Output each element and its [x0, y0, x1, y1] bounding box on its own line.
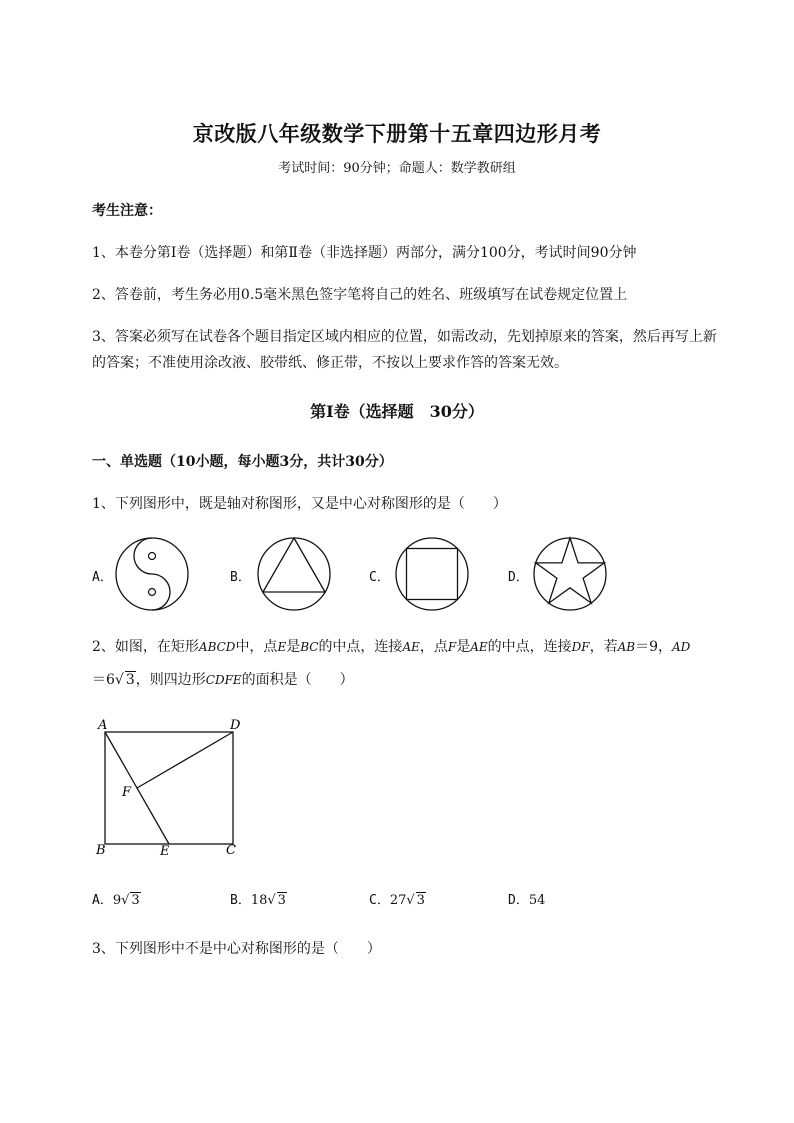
- question-2-line-2: [92, 669, 354, 689]
- notice-item-1: 1、本卷分第Ⅰ卷（选择题）和第Ⅱ卷（非选择题）两部分，满分100分，考试时间90分钟: [92, 245, 637, 261]
- q2-option-c-radicand: 3: [416, 893, 425, 908]
- part-heading: 一、单选题（10小题，每小题3分，共计30分）: [92, 454, 393, 470]
- q2-option-a: [92, 889, 141, 908]
- label-c: C: [226, 843, 236, 858]
- label-e: E: [160, 844, 170, 859]
- q2-var: CDFE: [205, 673, 242, 687]
- q2-text: 的中点，连接: [487, 639, 572, 655]
- question-2-line-1: [92, 636, 690, 656]
- q2-var: DF: [571, 640, 590, 654]
- section-title: 第Ⅰ卷（选择题 30分）: [310, 402, 484, 421]
- q2-text: 的中点，连接: [318, 639, 403, 655]
- q2-text: ＝6: [92, 672, 115, 688]
- q2-option-c: [369, 889, 426, 908]
- rectangle-figure: [90, 712, 250, 862]
- notice-item-2: 2、答卷前，考生务必用0.5毫米黑色签字笔将自己的姓名、班级填写在试卷规定位置上: [92, 287, 628, 303]
- sqrt-symbol: √ 3: [406, 893, 425, 908]
- label-b: B: [96, 843, 106, 858]
- q2-text: ，若: [589, 639, 618, 655]
- notice-heading: 考生注意：: [92, 203, 162, 219]
- q1-option-d-label: D．: [508, 570, 529, 585]
- sqrt-symbol: √ 3: [267, 893, 286, 908]
- q2-text: ，则四边形: [135, 672, 206, 688]
- question-3-stem: 3、下列图形中不是中心对称图形的是（ ）: [92, 941, 381, 957]
- q2-var: AD: [672, 640, 691, 654]
- q2-option-b: [230, 889, 287, 908]
- q2-option-b-radicand: 3: [277, 893, 286, 908]
- label-a: A: [98, 718, 108, 733]
- square-in-circle-figure: [392, 534, 472, 614]
- label-f: F: [122, 785, 132, 800]
- notice-item-3: 3、答案必须写在试卷各个题目指定区域内相应的位置，如需改动，先划掉原来的答案，然后再写上新: [92, 329, 717, 345]
- yin-yang-figure: [112, 534, 192, 614]
- q2-option-d-label: D．: [508, 893, 529, 908]
- q2-var: ABCD: [198, 640, 236, 654]
- q2-text: 是: [456, 639, 471, 655]
- q2-option-c-coef: 27: [389, 893, 407, 908]
- q2-var: AE: [402, 640, 420, 654]
- q2-option-d: [508, 889, 545, 908]
- q2-text: 中，点: [235, 639, 278, 655]
- label-d: D: [230, 718, 241, 733]
- sqrt-symbol: √ 3: [114, 672, 135, 688]
- page-title: 京改版八年级数学下册第十五章四边形月考: [192, 121, 602, 146]
- q2-var: BC: [300, 640, 319, 654]
- question-1-stem: 1、下列图形中，既是轴对称图形，又是中心对称图形的是（ ）: [92, 496, 507, 512]
- triangle-in-circle-figure: [254, 534, 334, 614]
- q2-radicand: 3: [125, 672, 135, 688]
- q2-text: 2、如图，在矩形: [92, 639, 199, 655]
- q2-option-a-radicand: 3: [131, 893, 140, 908]
- q2-option-a-coef: 9: [112, 893, 122, 908]
- q2-var: AB: [617, 640, 636, 654]
- q2-text: 是: [286, 639, 301, 655]
- q2-option-a-label: A．: [92, 893, 113, 908]
- q2-text: ＝9，: [635, 639, 672, 655]
- q2-option-b-label: B．: [230, 893, 251, 908]
- q2-text: 的面积是（ ）: [241, 672, 354, 688]
- notice-item-3-cont: 的答案；不准使用涂改液、胶带纸、修正带，不按以上要求作答的答案无效。: [92, 355, 568, 371]
- q2-text: ，点: [419, 639, 448, 655]
- q2-var: F: [447, 640, 457, 654]
- q2-option-d-value: 54: [528, 893, 546, 908]
- q1-option-b-label: B．: [230, 570, 251, 585]
- q2-var: E: [277, 640, 287, 654]
- sqrt-symbol: √ 3: [121, 893, 140, 908]
- q2-option-b-coef: 18: [250, 893, 268, 908]
- q1-option-c-label: C．: [369, 570, 390, 585]
- exam-info: 考试时间：90分钟；命题人：数学教研组: [278, 161, 516, 176]
- q2-option-c-label: C．: [369, 893, 390, 908]
- star-in-circle-figure: [530, 534, 610, 614]
- q1-option-a-label: A．: [92, 570, 113, 585]
- q2-var: AE: [470, 640, 488, 654]
- segment-df: [137, 732, 233, 788]
